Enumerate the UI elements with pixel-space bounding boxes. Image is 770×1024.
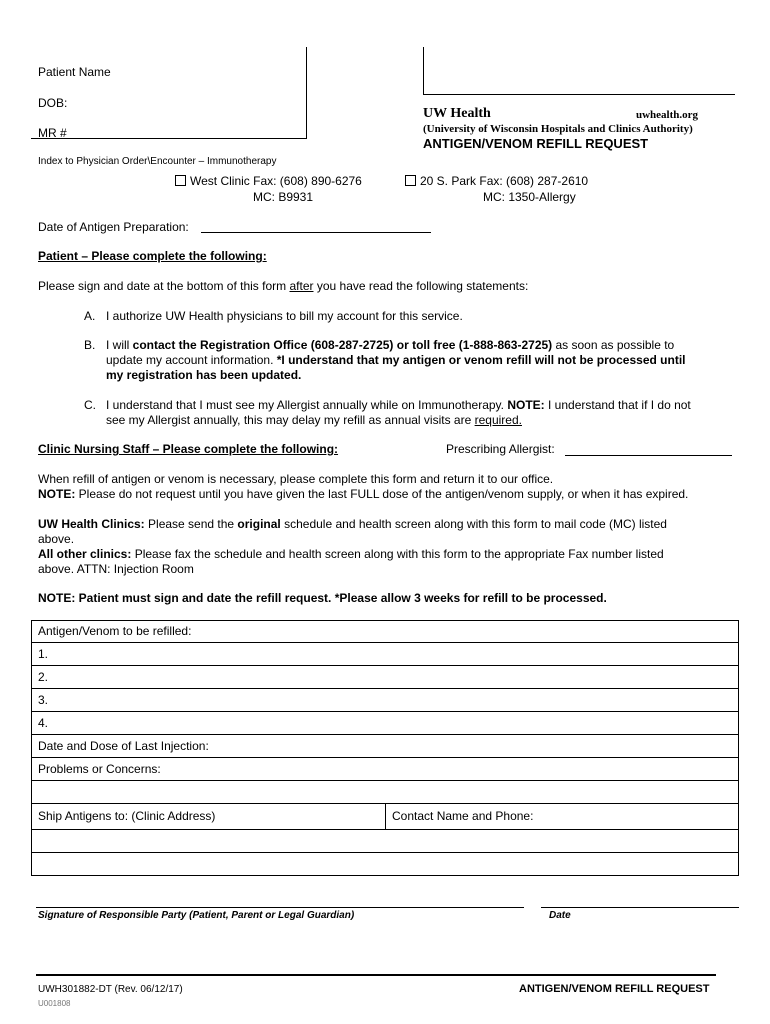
date-label: Date [549,910,571,921]
header-box-bottom-border [423,94,735,95]
form-code: U001808 [38,999,71,1008]
statement-b-letter: B. [84,338,96,352]
patient-box-right-border [306,47,307,139]
patient-intro: Please sign and date at the bottom of this form after you have read the following statements: [38,279,529,293]
contact-label: Contact Name and Phone: [392,809,534,823]
date-line[interactable] [541,907,739,908]
west-clinic-option[interactable] [175,174,362,188]
problems-label: Problems or Concerns: [38,762,161,776]
table-row[interactable] [31,830,739,853]
staff-section-heading: Clinic Nursing Staff – Please complete the following: [38,442,339,456]
prescribing-allergist-label: Prescribing Allergist: [446,442,555,456]
staff-instructions: When refill of antigen or venom is necessary, please complete this form and return it to our office. NOTE: Please do not request until you have given the last FULL dose of the antigen/venom supply, or when it has expired. [38,472,689,501]
west-clinic-mc: MC: B9931 [253,190,314,204]
item-4: 4. [38,716,49,730]
park-clinic-fax: 20 S. Park Fax: (608) 287-2610 [420,174,589,188]
table-row[interactable] [31,689,739,712]
header-box-left-border [423,47,424,94]
prescribing-allergist-field[interactable] [565,455,732,456]
statement-a-letter: A. [84,309,96,323]
checkbox-icon[interactable] [405,175,416,186]
processing-note: NOTE: Patient must sign and date the refill request. *Please allow 3 weeks for refill to be processed. [38,591,607,605]
statement-b-text: I will contact the Registration Office (608-287-2725) or toll free (1-888-863-2725) as soon as possible to update my account information. *I understand that my antigen or venom refill will not be processed until my registration has been updated. [106,338,686,382]
table-row[interactable] [31,712,739,735]
statement-c-text: I understand that I must see my Allergist annually while on Immunotherapy. NOTE: I understand that if I do not see my Allergist annually, this may delay my refill as annual visits are required. [106,398,691,427]
mr-label: MR # [38,126,67,140]
org-subtitle: (University of Wisconsin Hospitals and Clinics Authority) [423,123,693,135]
checkbox-icon[interactable] [175,175,186,186]
table-row[interactable] [31,643,739,666]
table-row[interactable] [31,781,739,804]
ship-contact-divider [385,804,386,830]
dob-label: DOB: [38,96,68,110]
item-2: 2. [38,670,49,684]
item-3: 3. [38,693,49,707]
patient-name-label: Patient Name [38,65,111,79]
clinic-routing-instructions: UW Health Clinics: Please send the original schedule and health screen along with this form to mail code (MC) listed above. All other clinics: Please fax the schedule and health screen along with this form to the appropriate Fax number listed above. ATTN: Injection Room [38,517,667,576]
signature-label: Signature of Responsible Party (Patient, Parent or Legal Guardian) [38,910,355,921]
statement-c-letter: C. [84,398,96,412]
org-url[interactable]: uwhealth.org [636,109,699,121]
patient-box-bottom-border [31,138,307,139]
antigen-label: Antigen/Venom to be refilled: [38,624,192,638]
patient-section-heading: Patient – Please complete the following: [38,249,267,263]
park-clinic-mc: MC: 1350-Allergy [483,190,576,204]
item-1: 1. [38,647,49,661]
org-name: UW Health [423,106,491,121]
footer-title: ANTIGEN/VENOM REFILL REQUEST [519,983,710,995]
form-title: ANTIGEN/VENOM REFILL REQUEST [423,136,649,151]
table-row[interactable] [31,666,739,689]
form-id: UWH301882-DT (Rev. 06/12/17) [38,984,183,995]
table-row[interactable] [31,758,739,781]
antigen-prep-label: Date of Antigen Preparation: [38,220,189,234]
table-row[interactable] [31,735,739,758]
antigen-prep-field[interactable] [201,232,431,233]
west-clinic-fax: West Clinic Fax: (608) 890-6276 [190,174,362,188]
statement-a-text: I authorize UW Health physicians to bill my account for this service. [106,309,463,323]
ship-to-label: Ship Antigens to: (Clinic Address) [38,809,216,823]
table-row [31,620,739,643]
signature-line[interactable] [36,907,524,908]
footer-rule [36,974,716,976]
last-injection-label: Date and Dose of Last Injection: [38,739,209,753]
park-clinic-option[interactable] [405,174,588,188]
index-line: Index to Physician Order\Encounter – Immunotherapy [38,156,277,167]
